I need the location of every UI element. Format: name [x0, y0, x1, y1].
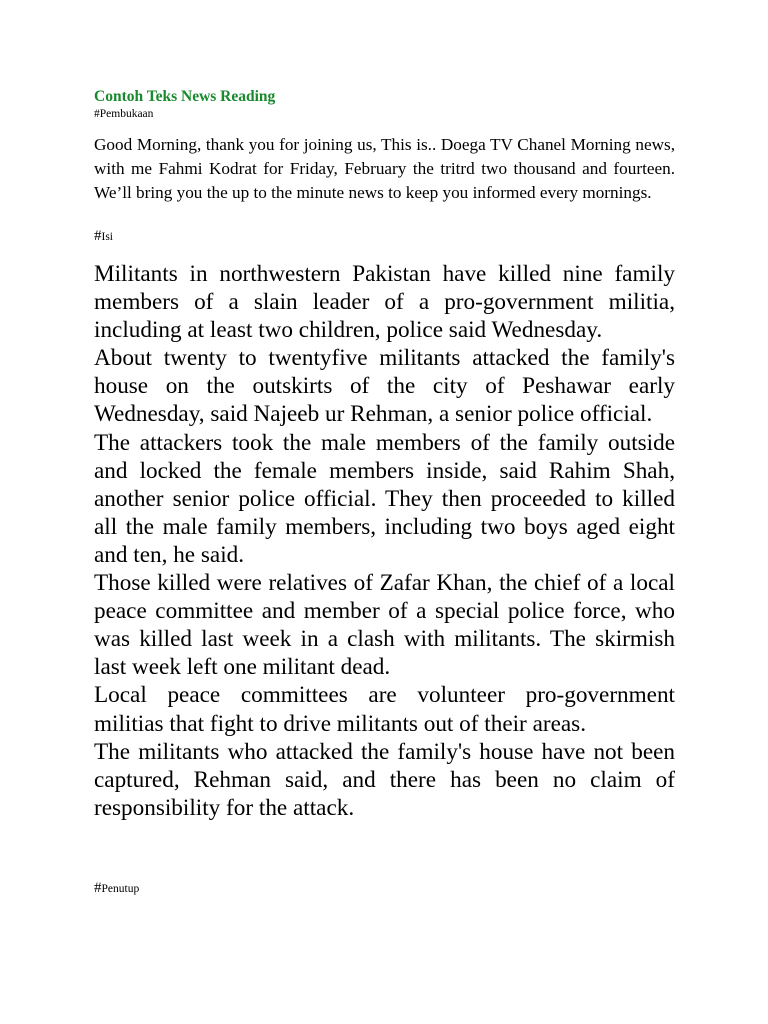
news-body [94, 260, 675, 822]
news-paragraph: The militants who attacked the family's house have not been captured, Rehman said, and there has been no claim of responsibility for the attack. [94, 738, 675, 821]
closing-tag-label: Penutup [101, 883, 140, 895]
news-paragraph: Local peace committees are volunteer pro-government militias that fight to drive militants out of their areas. [94, 682, 675, 737]
opening-section-tag: #Pembukaan [94, 108, 154, 120]
document-title: Contoh Teks News Reading [94, 88, 276, 105]
news-paragraph: About twenty to twentyfive militants attacked the family's house on the outskirts of the city of Peshawar early Wednesday, said Najeeb ur Rehman, a senior police official. [94, 345, 675, 428]
content-section-tag [94, 228, 113, 245]
intro-paragraph: Good Morning, thank you for joining us, This is.. Doega TV Chanel Morning news, with me Fahmi Kodrat for Friday, February the tritrd two thousand and fourteen. We’ll bring you the up to the minute news to keep you informed every mornings. [94, 135, 675, 203]
closing-section-tag [94, 880, 139, 897]
closing-tag-hash: # [94, 880, 102, 896]
content-tag-label: Isi [101, 231, 113, 243]
content-tag-hash: # [94, 228, 102, 244]
news-paragraph: Militants in northwestern Pakistan have killed nine family members of a slain leader of a pro-government militia, including at least two children, police said Wednesday. [94, 261, 675, 344]
news-paragraph: The attackers took the male members of the family outside and locked the female members inside, said Rahim Shah, another senior police official. They then proceeded to killed all the male family members, including two boys aged eight and ten, he said. [94, 429, 675, 568]
news-paragraph: Those killed were relatives of Zafar Khan, the chief of a local peace committee and member of a special police force, who was killed last week in a clash with militants. The skirmish last week left one militant dead. [94, 570, 675, 681]
